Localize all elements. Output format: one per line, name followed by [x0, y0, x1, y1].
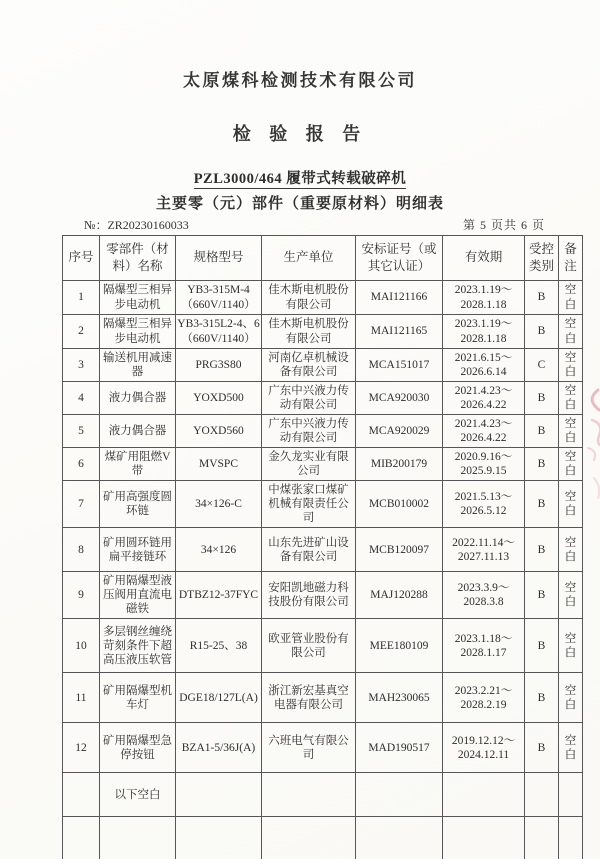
machine-title	[0, 167, 600, 188]
table-row	[63, 415, 583, 448]
cell-part-name: 隔爆型三相异步电动机	[100, 281, 176, 315]
cell-manufacturer: 中煤张家口煤矿机械有限责任公司	[262, 481, 356, 528]
cell-index: 10	[63, 619, 100, 673]
cell-remark: 空白	[559, 673, 583, 723]
cell-validity	[443, 481, 525, 528]
cell-control-category: B	[525, 448, 559, 481]
table-row	[63, 481, 583, 528]
col-header-control-category: 受控类别	[525, 236, 559, 281]
cell-part-name: 矿用高强度圆环链	[100, 481, 176, 528]
cell-spec: YOXD560	[176, 415, 262, 448]
col-header-index: 序号	[63, 236, 100, 281]
cell-remark: 空白	[559, 315, 583, 349]
cell-manufacturer: 广东中兴液力传动有限公司	[262, 415, 356, 448]
cell-control-category	[525, 817, 559, 859]
validity-from: 2023.3.9～	[457, 582, 510, 595]
cell-manufacturer: 浙江新宏基真空电器有限公司	[262, 673, 356, 723]
cell-remark: 空白	[559, 415, 583, 448]
cell-remark: 空白	[559, 481, 583, 528]
cell-control-category: B	[525, 281, 559, 315]
validity-from: 2023.1.19～	[454, 284, 513, 297]
cell-cert-no: MCA151017	[356, 349, 443, 382]
table-row	[63, 673, 583, 723]
doc-number-label: №：	[84, 218, 108, 232]
validity-from: 2021.4.23～	[454, 385, 513, 398]
cell-cert-no: MCA920030	[356, 382, 443, 415]
cell-part-name	[100, 817, 176, 859]
cell-validity	[443, 619, 525, 673]
validity-to: 2028.1.18	[460, 332, 507, 345]
table-body	[63, 281, 583, 859]
doc-number	[84, 216, 189, 233]
validity-to: 2028.1.18	[460, 298, 507, 311]
cell-spec: BZA1-5/36J(A)	[176, 723, 262, 773]
cell-control-category: B	[525, 415, 559, 448]
cell-remark: 空白	[559, 619, 583, 673]
col-header-part-name: 零部件（材料）名称	[100, 236, 176, 281]
cell-manufacturer: 金久龙实业有限公司	[262, 448, 356, 481]
col-header-manufacturer: 生产单位	[262, 236, 356, 281]
validity-from: 2023.2.21～	[454, 684, 513, 697]
cell-spec: YB3-315L2-4、6（660V/1140）	[176, 315, 262, 349]
table-row	[63, 619, 583, 673]
cell-control-category: B	[525, 382, 559, 415]
validity-to: 2028.3.8	[463, 596, 504, 609]
cell-index: 3	[63, 349, 100, 382]
cell-manufacturer: 河南亿卓机械设备有限公司	[262, 349, 356, 382]
cell-cert-no: MCA920029	[356, 415, 443, 448]
cell-control-category	[525, 773, 559, 817]
validity-to: 2026.4.22	[460, 432, 507, 445]
cell-remark: 空白	[559, 528, 583, 572]
cell-remark: 空白	[559, 572, 583, 619]
validity-to: 2025.9.15	[460, 465, 507, 478]
cell-part-name: 矿用隔爆型液压阀用直流电磁铁	[100, 572, 176, 619]
validity-to: 2028.1.17	[460, 646, 507, 659]
cell-control-category: B	[525, 619, 559, 673]
cell-part-name: 煤矿用阻燃V带	[100, 448, 176, 481]
validity-to: 2026.5.12	[460, 505, 507, 518]
cell-cert-no: MCB120097	[356, 528, 443, 572]
validity-from: 2020.9.16～	[454, 451, 513, 464]
table-row	[63, 773, 583, 817]
cell-cert-no: MCB010002	[356, 481, 443, 528]
cell-control-category: C	[525, 349, 559, 382]
table-header-row	[63, 236, 583, 281]
cell-validity	[443, 415, 525, 448]
cell-cert-no: MAJ120288	[356, 572, 443, 619]
validity-to: 2027.11.13	[457, 550, 510, 563]
cell-index: 9	[63, 572, 100, 619]
table-row	[63, 817, 583, 859]
cell-remark: 空白	[559, 349, 583, 382]
cell-index	[63, 773, 100, 817]
cell-spec: DTBZ12-37FYC	[176, 572, 262, 619]
cell-part-name: 液力偶合器	[100, 382, 176, 415]
table-title: 主要零（元）部件（重要原材料）明细表	[155, 196, 444, 212]
cell-part-name: 矿用隔爆型急停按钮	[100, 723, 176, 773]
cell-remark: 空白	[559, 382, 583, 415]
cell-validity	[443, 773, 525, 817]
cell-part-name: 矿用圆环链用扁平接链环	[100, 528, 176, 572]
cell-manufacturer: 安阳凯地磁力科技股份有限公司	[262, 572, 356, 619]
cell-validity	[443, 723, 525, 773]
cell-index: 7	[63, 481, 100, 528]
validity-from: 2023.1.18～	[454, 632, 513, 645]
cell-part-name: 隔爆型三相异步电动机	[100, 315, 176, 349]
cell-validity	[443, 673, 525, 723]
cell-spec: DGE18/127L(A)	[176, 673, 262, 723]
cell-control-category: B	[525, 315, 559, 349]
cell-remark: 空白	[559, 723, 583, 773]
cell-index: 6	[63, 448, 100, 481]
table-row	[63, 572, 583, 619]
col-header-cert-no: 安标证号（或其它认证）	[356, 236, 443, 281]
cell-part-name: 多层钢丝缠绕苛刻条件下超高压液压软管	[100, 619, 176, 673]
cell-validity	[443, 281, 525, 315]
cell-index: 5	[63, 415, 100, 448]
table-row	[63, 723, 583, 773]
cell-spec	[176, 817, 262, 859]
table-row	[63, 315, 583, 349]
cell-validity	[443, 817, 525, 859]
table-row	[63, 281, 583, 315]
cell-spec: PRG3S80	[176, 349, 262, 382]
validity-from: 2022.11.14～	[452, 536, 515, 549]
cell-control-category: B	[525, 572, 559, 619]
table-row	[63, 448, 583, 481]
cell-remark: 空白	[559, 448, 583, 481]
cell-spec: MVSPC	[176, 448, 262, 481]
cell-manufacturer: 山东先进矿山设备有限公司	[262, 528, 356, 572]
validity-from: 2021.4.23～	[454, 418, 513, 431]
col-header-validity: 有效期	[443, 236, 525, 281]
cell-validity	[443, 315, 525, 349]
company-title: 太原煤科检测技术有限公司	[183, 71, 417, 90]
cell-cert-no: MAI121166	[356, 281, 443, 315]
cell-index: 4	[63, 382, 100, 415]
cell-spec: YOXD500	[176, 382, 262, 415]
cell-validity	[443, 572, 525, 619]
cell-control-category: B	[525, 673, 559, 723]
validity-to: 2028.2.19	[460, 698, 507, 711]
cell-validity	[443, 349, 525, 382]
cell-spec: YB3-315M-4（660V/1140）	[176, 281, 262, 315]
cell-manufacturer: 欧亚管业股份有限公司	[262, 619, 356, 673]
cell-cert-no: MIB200179	[356, 448, 443, 481]
parts-table	[62, 235, 583, 859]
cell-part-name: 以下空白	[100, 773, 176, 817]
cell-part-name: 液力偶合器	[100, 415, 176, 448]
validity-to: 2026.4.22	[460, 399, 507, 412]
table-row	[63, 528, 583, 572]
cell-cert-no: MEE180109	[356, 619, 443, 673]
table-row	[63, 349, 583, 382]
cell-cert-no	[356, 773, 443, 817]
cell-cert-no: MAH230065	[356, 673, 443, 723]
cell-cert-no: MAD190517	[356, 723, 443, 773]
cell-part-name: 矿用隔爆型机车灯	[100, 673, 176, 723]
cell-spec: R15-25、38	[176, 619, 262, 673]
validity-from: 2021.6.15～	[454, 352, 513, 364]
cell-control-category: B	[525, 528, 559, 572]
cell-spec	[176, 773, 262, 817]
cell-index	[63, 817, 100, 859]
cell-manufacturer: 六班电气有限公司	[262, 723, 356, 773]
cell-part-name: 输送机用减速器	[100, 349, 176, 382]
doc-number-value: ZR20230160033	[107, 218, 189, 232]
cell-manufacturer: 佳木斯电机股份有限公司	[262, 315, 356, 349]
cell-cert-no	[356, 817, 443, 859]
cell-control-category: B	[525, 481, 559, 528]
cell-manufacturer	[262, 817, 356, 859]
cell-manufacturer	[262, 773, 356, 817]
cell-remark: 空白	[559, 281, 583, 315]
cell-cert-no: MAI121165	[356, 315, 443, 349]
validity-from: 2019.12.12～	[451, 734, 516, 747]
cell-index: 1	[63, 281, 100, 315]
report-title: 检 验 报 告	[232, 124, 368, 144]
cell-index: 2	[63, 315, 100, 349]
cell-index: 12	[63, 723, 100, 773]
validity-to: 2026.6.14	[460, 366, 507, 379]
cell-spec: 34×126	[176, 528, 262, 572]
cell-manufacturer: 佳木斯电机股份有限公司	[262, 281, 356, 315]
table-row	[63, 382, 583, 415]
cell-spec: 34×126-C	[176, 481, 262, 528]
col-header-remark: 备注	[559, 236, 583, 281]
cell-manufacturer: 广东中兴液力传动有限公司	[262, 382, 356, 415]
machine-title-text: PZL3000/464 履带式转载破碎机	[193, 171, 407, 187]
validity-from: 2023.1.19～	[454, 318, 513, 331]
meta-row	[84, 216, 545, 233]
validity-from: 2021.5.13～	[454, 491, 513, 504]
cell-remark	[559, 817, 583, 859]
cell-control-category: B	[525, 723, 559, 773]
col-header-spec: 规格型号	[176, 236, 262, 281]
page-indicator: 第 5 页共 6 页	[462, 218, 545, 232]
cell-remark	[559, 773, 583, 817]
cell-validity	[443, 528, 525, 572]
validity-to: 2024.12.11	[457, 748, 510, 761]
cell-index: 8	[63, 528, 100, 572]
cell-validity	[443, 382, 525, 415]
cell-validity	[443, 448, 525, 481]
cell-index: 11	[63, 673, 100, 723]
